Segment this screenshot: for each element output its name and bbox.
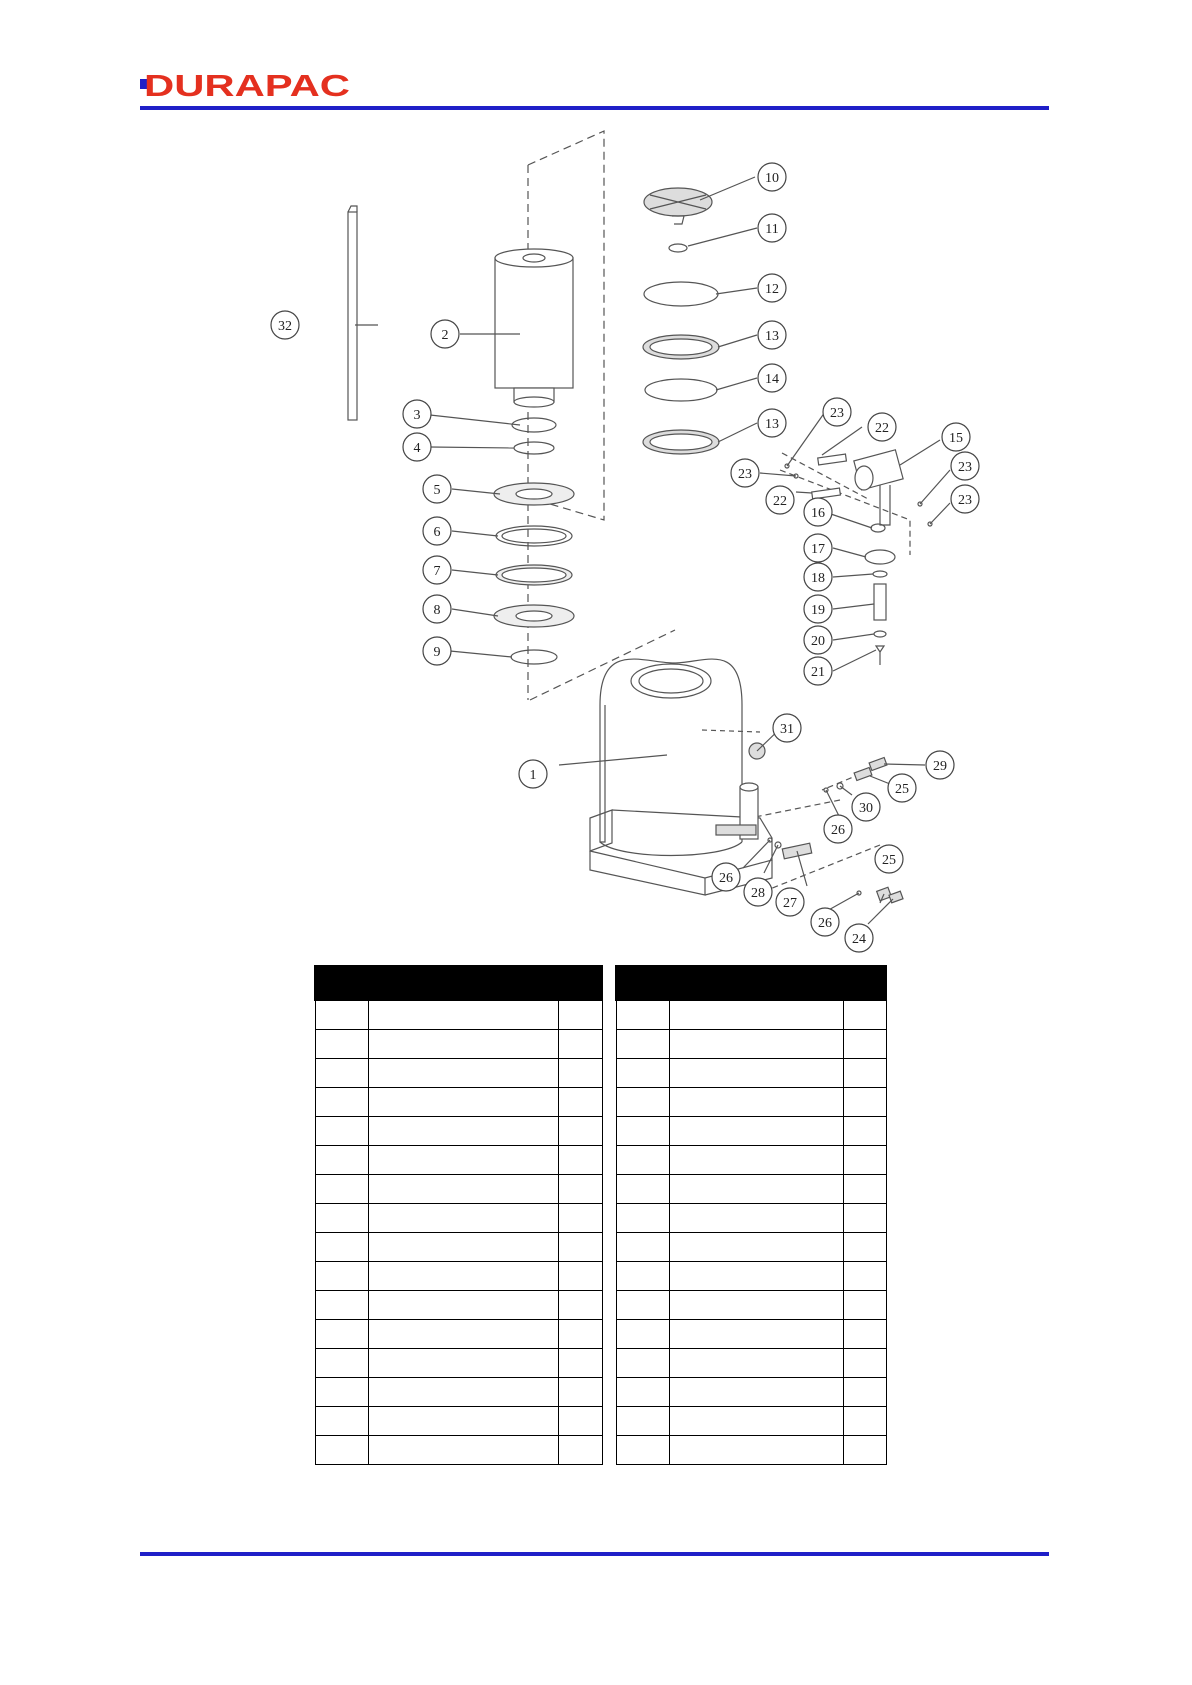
table-cell	[315, 1175, 368, 1204]
table-row	[315, 1117, 602, 1146]
callout-16: 16	[811, 506, 825, 521]
table-cell	[315, 1117, 368, 1146]
table-cell	[558, 1233, 602, 1262]
table-row	[616, 1117, 886, 1146]
callout-32: 32	[278, 319, 292, 334]
table-cell	[558, 1262, 602, 1291]
table-cell	[315, 1204, 368, 1233]
table-cell	[616, 1030, 669, 1059]
table-cell	[616, 1233, 669, 1262]
table-cell	[315, 1436, 368, 1465]
table-cell	[368, 1088, 558, 1117]
table-cell	[616, 1407, 669, 1436]
callout-2: 2	[441, 328, 449, 343]
table-row	[616, 1262, 886, 1291]
table-row	[315, 1262, 602, 1291]
table-row	[616, 1000, 886, 1030]
table-row	[315, 1349, 602, 1378]
table-cell	[368, 1059, 558, 1088]
callout-14: 14	[765, 372, 779, 387]
svg-text:DURAPAC: DURAPAC	[144, 70, 350, 98]
table-header-cell	[843, 966, 886, 1000]
table-cell	[558, 1000, 602, 1030]
callout-17: 17	[811, 542, 825, 557]
table-cell	[616, 1146, 669, 1175]
table-cell	[315, 1349, 368, 1378]
table-row	[616, 1320, 886, 1349]
table-row	[616, 1349, 886, 1378]
table-cell	[669, 1000, 843, 1030]
callout-21: 21	[811, 665, 825, 680]
table-row	[616, 1088, 886, 1117]
callout-25: 25	[882, 853, 896, 868]
table-cell	[558, 1059, 602, 1088]
table-cell	[315, 1378, 368, 1407]
table-row	[616, 1059, 886, 1088]
table-cell	[616, 1262, 669, 1291]
table-cell	[616, 1320, 669, 1349]
table-cell	[558, 1378, 602, 1407]
callout-24: 24	[852, 932, 866, 947]
table-cell	[843, 1000, 886, 1030]
callout-28: 28	[751, 886, 765, 901]
table-cell	[669, 1407, 843, 1436]
table-row	[616, 1233, 886, 1262]
table-cell	[558, 1088, 602, 1117]
table-header-cell	[616, 966, 669, 1000]
footer-rule	[140, 1552, 1049, 1556]
table-cell	[843, 1233, 886, 1262]
table-cell	[558, 1117, 602, 1146]
callout-26: 26	[831, 823, 845, 838]
callout-23: 23	[738, 467, 752, 482]
table-cell	[315, 1088, 368, 1117]
table-cell	[669, 1146, 843, 1175]
callout-7: 7	[433, 564, 441, 579]
table-cell	[843, 1204, 886, 1233]
table-row	[616, 1030, 886, 1059]
callout-8: 8	[433, 603, 441, 618]
table-cell	[558, 1436, 602, 1465]
callout-13: 13	[765, 417, 779, 432]
table-cell	[616, 1291, 669, 1320]
callout-31: 31	[780, 722, 794, 737]
table-cell	[315, 1291, 368, 1320]
table-cell	[368, 1436, 558, 1465]
table-header-cell	[558, 966, 602, 1000]
table-cell	[669, 1088, 843, 1117]
table-cell	[558, 1407, 602, 1436]
table-cell	[368, 1000, 558, 1030]
table-row	[315, 1378, 602, 1407]
table-cell	[368, 1204, 558, 1233]
callout-5: 5	[433, 483, 441, 498]
callout-26: 26	[719, 871, 733, 886]
table-row	[315, 1407, 602, 1436]
table-cell	[843, 1030, 886, 1059]
table-cell	[368, 1407, 558, 1436]
table-cell	[843, 1262, 886, 1291]
table-cell	[616, 1175, 669, 1204]
callout-19: 19	[811, 603, 825, 618]
table-cell	[669, 1204, 843, 1233]
table-cell	[368, 1262, 558, 1291]
table-cell	[368, 1117, 558, 1146]
table-cell	[669, 1320, 843, 1349]
callout-18: 18	[811, 571, 825, 586]
callout-4: 4	[413, 441, 421, 456]
table-cell	[843, 1320, 886, 1349]
table-cell	[669, 1233, 843, 1262]
table-cell	[368, 1291, 558, 1320]
table-cell	[669, 1262, 843, 1291]
table-cell	[368, 1378, 558, 1407]
table-row	[616, 1204, 886, 1233]
callout-1: 1	[529, 768, 537, 783]
parts-table-left	[314, 965, 603, 1465]
table-cell	[843, 1436, 886, 1465]
table-row	[315, 1000, 602, 1030]
callout-30: 30	[859, 801, 873, 816]
callout-25: 25	[895, 782, 909, 797]
table-row	[616, 1175, 886, 1204]
table-cell	[616, 1088, 669, 1117]
callout-12: 12	[765, 282, 779, 297]
table-cell	[616, 1436, 669, 1465]
table-row	[315, 1175, 602, 1204]
callout-22: 22	[875, 421, 889, 436]
callout-23: 23	[958, 493, 972, 508]
table-cell	[315, 1262, 368, 1291]
table-cell	[843, 1117, 886, 1146]
table-cell	[616, 1378, 669, 1407]
table-cell	[368, 1030, 558, 1059]
table-cell	[315, 1059, 368, 1088]
table-cell	[669, 1059, 843, 1088]
table-row	[315, 1291, 602, 1320]
table-cell	[669, 1030, 843, 1059]
table-cell	[315, 1320, 368, 1349]
callout-20: 20	[811, 634, 825, 649]
callout-9: 9	[433, 645, 441, 660]
table-row	[315, 1233, 602, 1262]
table-cell	[558, 1291, 602, 1320]
table-header-cell	[669, 966, 843, 1000]
table-cell	[843, 1349, 886, 1378]
table-cell	[315, 1000, 368, 1030]
table-cell	[315, 1146, 368, 1175]
table-row	[616, 1436, 886, 1465]
callout-11: 11	[765, 222, 779, 237]
table-cell	[843, 1378, 886, 1407]
table-header-cell	[315, 966, 368, 1000]
table-cell	[315, 1233, 368, 1262]
table-cell	[843, 1175, 886, 1204]
callout-26: 26	[818, 916, 832, 931]
callout-23: 23	[830, 406, 844, 421]
callout-22: 22	[773, 494, 787, 509]
callout-6: 6	[433, 525, 441, 540]
table-cell	[616, 1000, 669, 1030]
table-cell	[843, 1088, 886, 1117]
table-cell	[368, 1146, 558, 1175]
table-cell	[616, 1204, 669, 1233]
table-cell	[669, 1349, 843, 1378]
table-row	[616, 1146, 886, 1175]
table-cell	[616, 1059, 669, 1088]
callout-15: 15	[949, 431, 963, 446]
table-cell	[669, 1436, 843, 1465]
table-header-row	[616, 966, 886, 1000]
table-cell	[843, 1407, 886, 1436]
table-cell	[368, 1320, 558, 1349]
table-row	[616, 1291, 886, 1320]
table-cell	[558, 1175, 602, 1204]
table-cell	[843, 1059, 886, 1088]
table-header-cell	[368, 966, 558, 1000]
table-cell	[368, 1233, 558, 1262]
table-cell	[669, 1378, 843, 1407]
table-row	[315, 1088, 602, 1117]
table-header-row	[315, 966, 602, 1000]
callout-3: 3	[413, 408, 421, 423]
table-cell	[315, 1407, 368, 1436]
table-cell	[669, 1175, 843, 1204]
table-cell	[558, 1349, 602, 1378]
table-row	[616, 1407, 886, 1436]
parts-table-right	[615, 965, 887, 1465]
callout-10: 10	[765, 171, 779, 186]
table-cell	[558, 1030, 602, 1059]
table-row	[315, 1204, 602, 1233]
table-cell	[843, 1146, 886, 1175]
table-row	[315, 1146, 602, 1175]
table-cell	[368, 1175, 558, 1204]
callout-29: 29	[933, 759, 947, 774]
table-cell	[843, 1291, 886, 1320]
table-row	[315, 1436, 602, 1465]
table-cell	[669, 1291, 843, 1320]
table-cell	[558, 1146, 602, 1175]
table-cell	[558, 1204, 602, 1233]
callout-13: 13	[765, 329, 779, 344]
callout-27: 27	[783, 896, 797, 911]
callout-23: 23	[958, 460, 972, 475]
table-row	[616, 1378, 886, 1407]
table-cell	[558, 1320, 602, 1349]
table-cell	[616, 1349, 669, 1378]
table-row	[315, 1320, 602, 1349]
table-cell	[616, 1117, 669, 1146]
table-cell	[669, 1117, 843, 1146]
table-row	[315, 1030, 602, 1059]
table-row	[315, 1059, 602, 1088]
table-cell	[368, 1349, 558, 1378]
table-cell	[315, 1030, 368, 1059]
